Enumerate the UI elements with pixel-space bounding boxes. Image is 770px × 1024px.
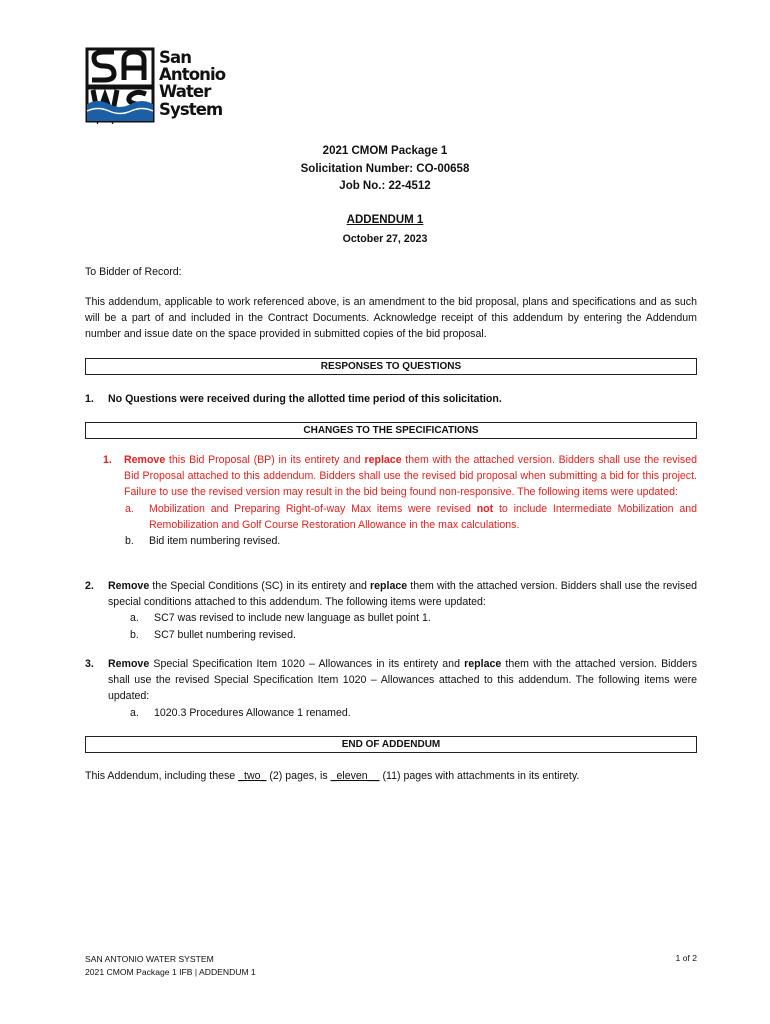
spec-item-1-sub-b: [103, 533, 697, 549]
question-item-number: 1.: [85, 393, 94, 405]
closing-attach-word: _eleven__: [330, 770, 380, 782]
saws-logo-wordmark: [159, 49, 225, 118]
spec-item-2: [85, 578, 697, 643]
intro-paragraph: This addendum, applicable to work referenced above, is an amendment to the bid proposal, plans and specifications and as such will be a part of and included in the Contract Documents. Acknowledge receipt of this addendum by entering the Addendum number and issue date on the space provided in submitted copies of the bid proposal.: [85, 296, 697, 341]
logo-line-1: San: [159, 48, 192, 67]
closing-pre: This Addendum, including these: [85, 770, 239, 782]
spec-item-2-verb: Remove: [108, 580, 150, 592]
specifications-heading: CHANGES TO THE SPECIFICATIONS: [85, 422, 697, 439]
closing-mid: (2) pages, is: [266, 770, 331, 782]
spec-item-3-sub-a: [108, 705, 697, 721]
spec-item-2-sub-b: [108, 627, 697, 643]
spec-item-3-part1: Special Specification Item 1020 – Allowances in its entirety and: [149, 658, 465, 670]
saws-logo: [84, 46, 224, 124]
saws-logo-mark-icon: [84, 46, 156, 124]
spec-item-2-part1: the Special Conditions (SC) in its entirety and: [149, 580, 371, 592]
footer-doc: 2021 CMOM Package 1 IFB | ADDENDUM 1: [85, 966, 256, 977]
closing-post: (11) pages with attachments in its entirety.: [379, 770, 580, 782]
salutation: To Bidder of Record:: [85, 266, 182, 278]
spec-item-1-verb: Remove: [124, 454, 166, 466]
sub-letter: b.: [130, 628, 139, 641]
spec-item-3-part2: them with the attached version. Bidders shall use the revised Special Specification Item 1020 – Allowances attached to this addendum. The following items were updated:: [108, 658, 697, 703]
closing-pages-word: _two_: [238, 770, 267, 782]
sub-letter: a.: [130, 612, 139, 625]
spec-item-2-sub-a: [108, 610, 697, 626]
sub-letter: a.: [125, 502, 134, 515]
sub-text: SC7 was revised to include new language as bullet point 1.: [154, 612, 431, 625]
spec-item-1-number: 1.: [103, 454, 112, 466]
spec-item-1-part2: them with the attached version. Bidders shall use the revised Bid Proposal attached to this addendum. Bidders shall use the revised bid proposal when submitting a bid for this project. Failure to use the revised version may result in the bid being found non-responsive. The following items were updated:: [124, 454, 698, 499]
spec-item-3-number: 3.: [85, 658, 94, 670]
spec-item-1-part1: this Bid Proposal (BP) in its entirety and: [165, 454, 365, 466]
spec-item-1-sub-a: [103, 501, 697, 533]
closing-statement: [85, 768, 697, 784]
package-title: 2021 CMOM Package 1: [322, 145, 448, 157]
sub-text: 1020.3 Procedures Allowance 1 renamed.: [154, 706, 351, 719]
spec-item-3-verb2: replace: [464, 658, 502, 670]
spec-item-2-text: [108, 578, 697, 610]
end-heading: END OF ADDENDUM: [85, 736, 697, 753]
sub-a-bold: not: [476, 502, 494, 515]
sub-letter: b.: [125, 535, 134, 548]
addendum-title-text: ADDENDUM 1: [346, 214, 424, 226]
spec-item-2-part2: them with the attached version. Bidders shall use the revised special conditions attached to this addendum. The following items were updated:: [108, 580, 698, 609]
logo-line-3: Water: [159, 82, 211, 102]
sub-text: SC7 bullet numbering revised.: [154, 628, 296, 641]
sub-b-text: Bid item numbering revised.: [149, 535, 281, 548]
responses-heading: RESPONSES TO QUESTIONS: [85, 358, 697, 375]
sub-a-post: to include Intermediate Mobilization and Remobilization and Golf Course Restoration Allowance in the max calculations.: [149, 502, 697, 531]
spec-item-3-text: [108, 656, 697, 705]
footer-org: SAN ANTONIO WATER SYSTEM: [85, 954, 214, 964]
spec-item-1: [103, 452, 697, 549]
logo-line-2: Antonio: [159, 65, 226, 85]
spec-item-3-verb: Remove: [108, 658, 150, 670]
solicitation-number: Solicitation Number: CO-00658: [300, 163, 470, 175]
sub-a-pre: Mobilization and Preparing Right-of-way Max items were revised: [149, 502, 477, 515]
job-number: Job No.: 22-4512: [339, 180, 431, 192]
spec-item-1-text: [124, 452, 697, 501]
page-number: 1 of 2: [675, 953, 697, 963]
question-item-text: No Questions were received during the allotted time period of this solicitation.: [108, 393, 502, 405]
spec-item-1-verb2: replace: [364, 454, 402, 466]
spec-item-2-number: 2.: [85, 580, 94, 592]
logo-line-4: System: [159, 99, 223, 119]
sub-letter: a.: [130, 706, 139, 719]
addendum-title: [0, 214, 770, 226]
spec-item-3: [85, 656, 697, 721]
footer-left: [85, 953, 256, 978]
question-item-1: [85, 391, 697, 407]
spec-item-2-verb2: replace: [370, 580, 408, 592]
addendum-date: October 27, 2023: [342, 233, 428, 245]
